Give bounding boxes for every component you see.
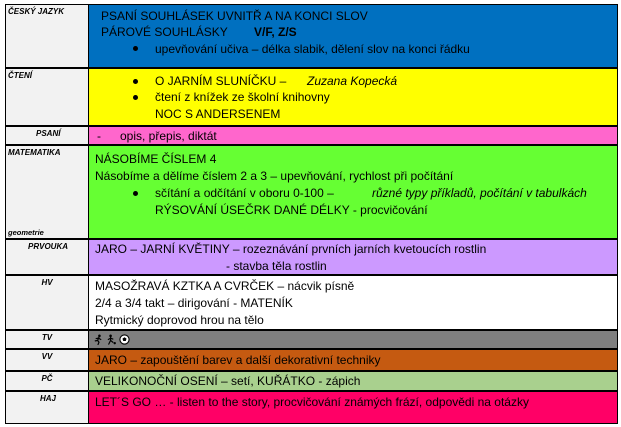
content-line: V/F, Z/S <box>254 25 297 39</box>
runner-icon <box>93 334 104 345</box>
subject-cell <box>5 145 89 239</box>
row-prvouka <box>5 239 618 275</box>
bullet-icon <box>133 79 138 84</box>
content-line: PSANÍ SOUHLÁSEK UVNITŘ A NA KONCI SLOV <box>101 9 368 23</box>
content-line: O JARNÍM SLUNÍČKU – <box>155 74 287 88</box>
content-cell <box>89 275 618 330</box>
subject-label: HV <box>41 278 53 287</box>
content-line: opis, přepis, diktát <box>120 129 217 143</box>
subject-label: ČESKÝ JAZYK <box>8 7 65 16</box>
subject-cell <box>5 239 89 275</box>
row-cesky-jazyk <box>5 4 618 68</box>
subject-cell <box>5 349 89 371</box>
content-line: JARO – zapouštění barev a další dekorativní techniky <box>95 353 381 367</box>
bullet-icon <box>133 95 138 100</box>
content-line: - stavba těla rostlin <box>226 259 327 273</box>
content-line: LET´S GO … - listen to the story, procvičování známých frází, odpovědi na otázky <box>95 395 529 409</box>
row-matematika <box>5 145 618 239</box>
content-cell <box>89 239 618 275</box>
content-line: různé typy příkladů, počítání v tabulkách <box>372 186 587 200</box>
subject-cell <box>5 371 89 391</box>
row-haj <box>5 391 618 424</box>
content-cell <box>89 349 618 371</box>
content-cell <box>89 4 618 68</box>
bullet-icon <box>133 191 138 196</box>
bullet-icon <box>133 46 138 51</box>
content-line: čtení z knížek ze školní knihovny <box>155 90 330 104</box>
sport-icons <box>93 334 130 345</box>
subject-label: MATEMATIKA <box>8 148 61 157</box>
subject-label: ČTENÍ <box>8 71 32 80</box>
content-line: MASOŽRAVÁ KZTKA A CVRČEK – nácvik písně <box>95 279 355 293</box>
subject-cell <box>5 391 89 424</box>
content-line: 2/4 a 3/4 takt – dirigování - MATENÍK <box>95 296 293 310</box>
row-vv <box>5 349 618 371</box>
content-line: Násobíme a dělíme číslem 2 a 3 – upevňování, rychlost při počítání <box>95 169 454 183</box>
content-line: - <box>97 129 101 143</box>
subject-sublabel: geometrie <box>8 228 44 237</box>
row-hv <box>5 275 618 330</box>
content-line: NÁSOBÍME ČÍSLEM 4 <box>95 152 217 166</box>
subject-cell <box>5 4 89 68</box>
content-line: upevňování učiva – délka slabik, dělení slov na konci řádku <box>155 42 470 56</box>
subject-label: PRVOUKA <box>28 242 69 251</box>
content-line: sčítání a odčítání v oboru 0-100 – <box>155 186 334 200</box>
subject-cell <box>5 68 89 126</box>
content-cell <box>89 330 618 349</box>
content-line: NOC S ANDERSENEM <box>155 107 281 121</box>
subject-cell <box>5 126 89 145</box>
content-cell <box>89 68 618 126</box>
row-psani <box>5 126 618 145</box>
content-line: RÝSOVÁNÍ ÚSEČRK DANÉ DÉLKY - procvičování <box>155 203 428 217</box>
content-line: PÁROVÉ SOUHLÁSKY <box>101 25 228 39</box>
content-cell <box>89 391 618 424</box>
subject-label: PČ <box>41 374 53 383</box>
content-line: VELIKONOČNÍ OSENÍ – setí, KUŘÁTKO - zápich <box>95 374 361 388</box>
soccer-player-icon <box>106 334 117 345</box>
weekly-plan-table <box>5 4 618 424</box>
row-cteni <box>5 68 618 126</box>
subject-label: VV <box>41 352 53 361</box>
subject-label: HAJ <box>40 394 57 403</box>
content-line: Zuzana Kopecká <box>307 74 398 88</box>
row-tv <box>5 330 618 349</box>
content-cell <box>89 126 618 145</box>
subject-cell <box>5 275 89 330</box>
subject-label: TV <box>41 333 53 342</box>
content-cell <box>89 371 618 391</box>
content-line: Rytmický doprovod hrou na tělo <box>95 313 264 327</box>
soccer-ball-icon <box>119 334 130 345</box>
content-cell <box>89 145 618 239</box>
subject-cell <box>5 330 89 349</box>
subject-label: PSANÍ <box>36 129 61 138</box>
content-line: JARO – JARNÍ KVĚTINY – rozeznávání prvních jarních kvetoucích rostlin <box>95 242 487 256</box>
row-pc <box>5 371 618 391</box>
